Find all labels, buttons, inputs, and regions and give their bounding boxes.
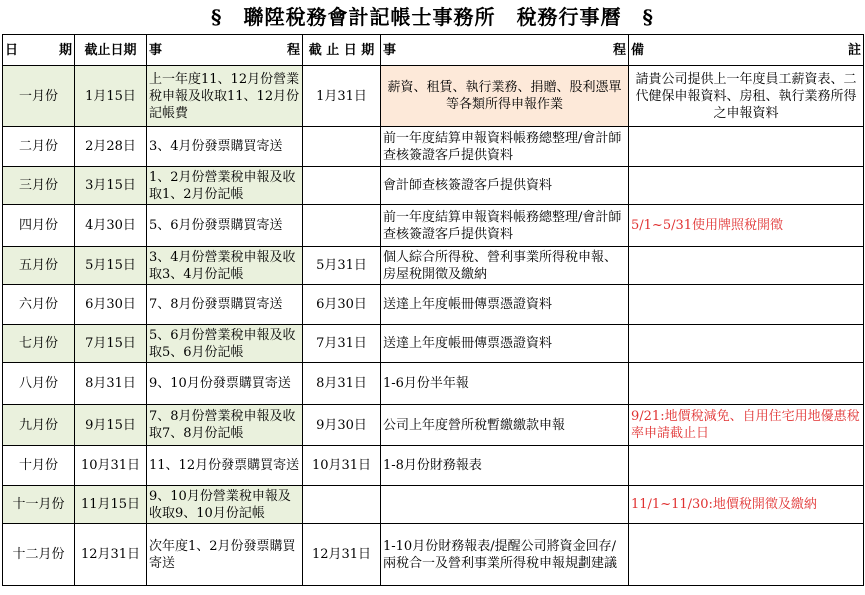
item-1-cell: 5、6月份營業稅申報及收取5、6月份記帳	[147, 325, 303, 363]
item-2-cell	[381, 486, 629, 524]
table-row	[3, 363, 864, 405]
month-cell: 五月份	[3, 247, 75, 285]
header-month: 日 期	[3, 35, 75, 66]
item-1-cell: 11、12月份發票購買寄送	[147, 446, 303, 486]
deadline-1-cell: 5月15日	[75, 247, 147, 285]
month-cell: 二月份	[3, 127, 75, 167]
deadline-2-cell: 12月31日	[303, 524, 381, 586]
deadline-1-cell: 1月15日	[75, 66, 147, 127]
page-title: § 聯陞稅務會計記帳士事務所 稅務行事曆 §	[211, 5, 654, 29]
item-2-cell: 送達上年度帳冊傳票憑證資料	[381, 285, 629, 325]
item-1-cell: 7、8月份發票購買寄送	[147, 285, 303, 325]
month-cell: 六月份	[3, 285, 75, 325]
table-row	[3, 405, 864, 446]
item-2-cell: 前一年度結算申報資料帳務總整理/會計師查核簽證客戶提供資料	[381, 205, 629, 247]
note-cell	[629, 325, 864, 363]
deadline-1-cell: 11月15日	[75, 486, 147, 524]
item-1-cell: 7、8月份營業稅申報及收取7、8月份記帳	[147, 405, 303, 446]
note-cell	[629, 127, 864, 167]
header-deadline-1: 截止日期	[75, 35, 147, 66]
note-cell: 請貴公司提供上一年度員工薪資表、二代健保申報資料、房租、執行業務所得之申報資料	[629, 66, 864, 127]
note-cell	[629, 446, 864, 486]
note-cell	[629, 524, 864, 586]
deadline-1-cell: 2月28日	[75, 127, 147, 167]
item-1-cell: 3、4月份營業稅申報及收取3、4月份記帳	[147, 247, 303, 285]
month-cell: 十一月份	[3, 486, 75, 524]
note-cell: 11/1~11/30:地價稅開徵及繳納	[629, 486, 864, 524]
item-2-cell: 薪資、租賃、執行業務、捐贈、股利憑單等各類所得申報作業	[381, 66, 629, 127]
table-row	[3, 486, 864, 524]
header-note: 備 註	[629, 35, 864, 66]
note-cell: 5/1~5/31使用牌照稅開徵	[629, 205, 864, 247]
item-1-cell: 1、2月份營業稅申報及收取1、2月份記帳	[147, 167, 303, 205]
item-2-cell: 1-8月份財務報表	[381, 446, 629, 486]
deadline-2-cell: 1月31日	[303, 66, 381, 127]
item-2-cell: 公司上年度營所稅暫繳繳款申報	[381, 405, 629, 446]
month-cell: 十二月份	[3, 524, 75, 586]
table-row	[3, 446, 864, 486]
item-1-cell: 次年度1、2月份發票購買寄送	[147, 524, 303, 586]
deadline-2-cell: 5月31日	[303, 247, 381, 285]
deadline-2-cell	[303, 486, 381, 524]
note-cell	[629, 363, 864, 405]
item-2-cell: 前一年度結算申報資料帳務總整理/會計師查核簽證客戶提供資料	[381, 127, 629, 167]
item-2-cell: 會計師查核簽證客戶提供資料	[381, 167, 629, 205]
deadline-1-cell: 3月15日	[75, 167, 147, 205]
deadline-2-cell	[303, 127, 381, 167]
header-item-1: 事 程	[147, 35, 303, 66]
month-cell: 三月份	[3, 167, 75, 205]
deadline-2-cell: 7月31日	[303, 325, 381, 363]
table-row	[3, 285, 864, 325]
deadline-2-cell: 8月31日	[303, 363, 381, 405]
item-2-cell: 1-10月份財務報表/提醒公司將資金回存/兩稅合一及營利事業所得稅申報規劃建議	[381, 524, 629, 586]
item-2-cell: 送達上年度帳冊傳票憑證資料	[381, 325, 629, 363]
table-row	[3, 66, 864, 127]
month-cell: 八月份	[3, 363, 75, 405]
deadline-1-cell: 7月15日	[75, 325, 147, 363]
header-item-2: 事 程	[381, 35, 629, 66]
month-cell: 七月份	[3, 325, 75, 363]
deadline-2-cell: 6月30日	[303, 285, 381, 325]
deadline-1-cell: 10月31日	[75, 446, 147, 486]
item-2-cell: 1-6月份半年報	[381, 363, 629, 405]
month-cell: 四月份	[3, 205, 75, 247]
deadline-2-cell	[303, 167, 381, 205]
deadline-1-cell: 4月30日	[75, 205, 147, 247]
note-cell: 9/21:地價稅減免、自用住宅用地優惠稅率申請截止日	[629, 405, 864, 446]
month-cell: 十月份	[3, 446, 75, 486]
deadline-2-cell	[303, 205, 381, 247]
month-cell: 一月份	[3, 66, 75, 127]
deadline-2-cell: 9月30日	[303, 405, 381, 446]
table-row	[3, 524, 864, 586]
deadline-1-cell: 6月30日	[75, 285, 147, 325]
month-cell: 九月份	[3, 405, 75, 446]
item-1-cell: 上一年度11、12月份營業稅申報及收取11、12月份記帳費	[147, 66, 303, 127]
item-1-cell: 5、6月份發票購買寄送	[147, 205, 303, 247]
table-row	[3, 205, 864, 247]
note-cell	[629, 167, 864, 205]
table-row	[3, 247, 864, 285]
note-cell	[629, 247, 864, 285]
header-row	[3, 35, 864, 66]
header-deadline-2: 截 止 日 期	[303, 35, 381, 66]
deadline-1-cell: 12月31日	[75, 524, 147, 586]
item-1-cell: 9、10月份營業稅申報及收取9、10月份記帳	[147, 486, 303, 524]
deadline-1-cell: 9月15日	[75, 405, 147, 446]
deadline-2-cell: 10月31日	[303, 446, 381, 486]
item-1-cell: 3、4月份發票購買寄送	[147, 127, 303, 167]
note-cell	[629, 285, 864, 325]
deadline-1-cell: 8月31日	[75, 363, 147, 405]
item-1-cell: 9、10月份發票購買寄送	[147, 363, 303, 405]
table-row	[3, 325, 864, 363]
table-row	[3, 127, 864, 167]
item-2-cell: 個人綜合所得稅、營利事業所得稅申報、房屋稅開徵及繳納	[381, 247, 629, 285]
tax-calendar-table	[2, 34, 864, 586]
table-row	[3, 167, 864, 205]
